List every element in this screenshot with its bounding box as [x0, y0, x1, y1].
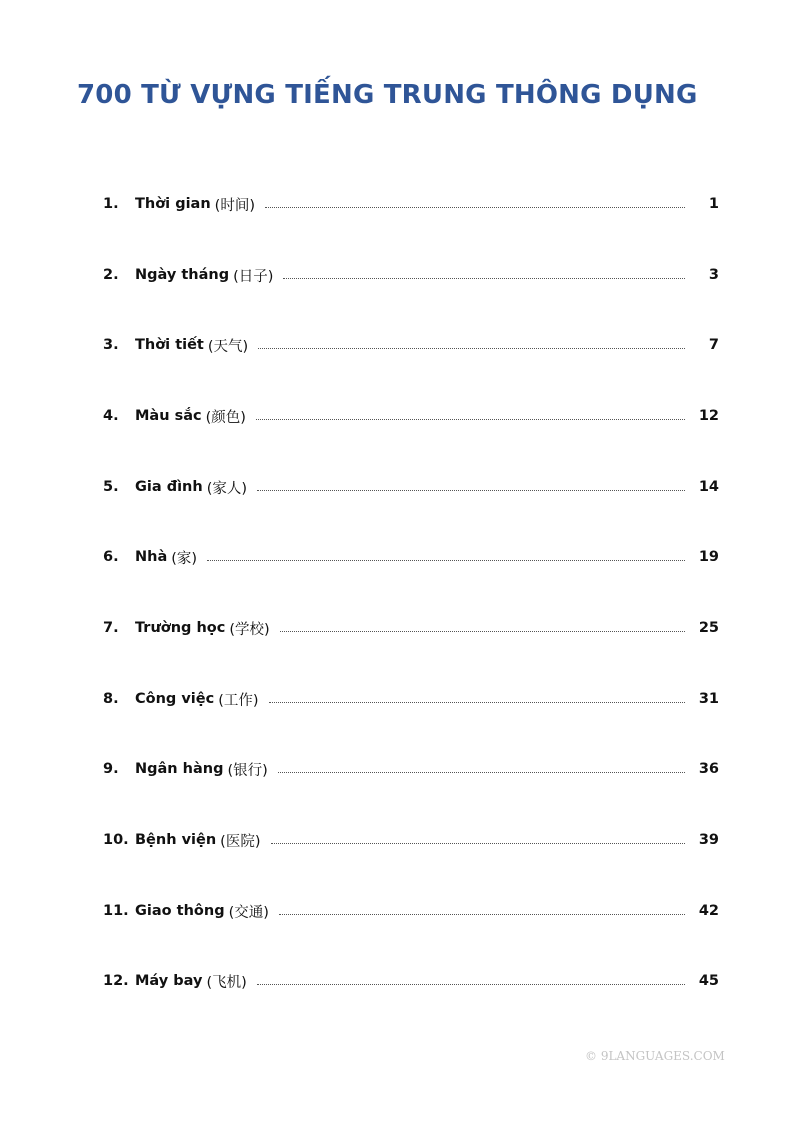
toc-label: Công việc	[135, 691, 215, 707]
toc-chinese: (工作)	[218, 692, 259, 709]
toc-label: Ngày tháng	[135, 267, 230, 283]
dot-leader	[257, 983, 685, 985]
dot-leader	[278, 771, 685, 773]
toc-number: 3.	[103, 337, 119, 353]
toc-entry[interactable]	[103, 404, 719, 428]
toc-number: 9.	[103, 761, 119, 777]
toc-entry[interactable]	[103, 263, 719, 287]
toc-label: Trường học	[135, 620, 226, 636]
toc-number: 7.	[103, 620, 119, 636]
toc-entry[interactable]	[103, 828, 719, 852]
toc-number: 4.	[103, 408, 119, 424]
toc-label: Thời gian	[135, 196, 211, 212]
toc-entry[interactable]	[103, 969, 719, 993]
copyright-watermark: © 9LANGUAGES.COM	[585, 1049, 725, 1063]
toc-page-number: 36	[698, 761, 719, 777]
toc-page-number: 7	[708, 337, 719, 353]
toc-entry[interactable]	[103, 616, 719, 640]
toc-number: 8.	[103, 691, 119, 707]
toc-entry[interactable]	[103, 899, 719, 923]
dot-leader	[283, 277, 685, 279]
toc-entry[interactable]	[103, 333, 719, 357]
toc-entry[interactable]	[103, 545, 719, 569]
toc-chinese: (天气)	[207, 338, 249, 355]
toc-number: 1.	[103, 196, 119, 212]
dot-leader	[258, 347, 685, 349]
toc-label: Gia đình	[135, 479, 203, 495]
toc-entry[interactable]	[103, 687, 719, 711]
dot-leader	[280, 630, 685, 632]
toc-label: Máy bay	[135, 973, 203, 989]
toc-chinese: (家)	[171, 550, 198, 567]
toc-number: 5.	[103, 479, 119, 495]
dot-leader	[271, 842, 685, 844]
page-title: 700 TỪ VỰNG TIẾNG TRUNG THÔNG DỤNG	[77, 80, 698, 110]
toc-label: Bệnh viện	[135, 832, 217, 848]
toc-entry[interactable]	[103, 475, 719, 499]
toc-page-number: 45	[698, 973, 719, 989]
toc-label: Ngân hàng	[135, 761, 224, 777]
toc-chinese: (日子)	[233, 268, 274, 285]
dot-leader	[256, 418, 685, 420]
toc-page-number: 3	[708, 267, 719, 283]
toc-label: Giao thông	[135, 903, 225, 919]
toc-number: 11.	[103, 903, 129, 919]
toc-page-number: 12	[698, 408, 719, 424]
toc-chinese: (医院)	[220, 833, 261, 850]
toc-chinese: (飞机)	[206, 974, 247, 991]
toc-number: 10.	[103, 832, 129, 848]
toc-page-number: 42	[698, 903, 719, 919]
toc-page-number: 31	[698, 691, 719, 707]
toc-chinese: (家人)	[206, 480, 248, 497]
toc-chinese: (学校)	[229, 621, 270, 638]
toc-label: Màu sắc	[135, 408, 202, 424]
toc-label: Nhà	[135, 549, 168, 565]
toc-number: 2.	[103, 267, 119, 283]
toc-entry[interactable]	[103, 192, 719, 216]
dot-leader	[257, 489, 685, 491]
toc-chinese: (银行)	[227, 762, 268, 779]
dot-leader	[265, 206, 685, 208]
toc-chinese: (时间)	[214, 197, 255, 214]
dot-leader	[279, 913, 685, 915]
toc-page-number: 39	[698, 832, 719, 848]
toc-page-number: 1	[708, 196, 719, 212]
toc-page-number: 19	[698, 549, 719, 565]
toc-number: 12.	[103, 973, 129, 989]
toc-page-number: 25	[698, 620, 719, 636]
dot-leader	[207, 559, 685, 561]
toc-number: 6.	[103, 549, 119, 565]
toc-page-number: 14	[698, 479, 719, 495]
dot-leader	[269, 701, 685, 703]
toc-label: Thời tiết	[135, 337, 204, 353]
toc-entry[interactable]	[103, 757, 719, 781]
toc-chinese: (颜色)	[205, 409, 246, 426]
toc-chinese: (交通)	[228, 904, 269, 921]
